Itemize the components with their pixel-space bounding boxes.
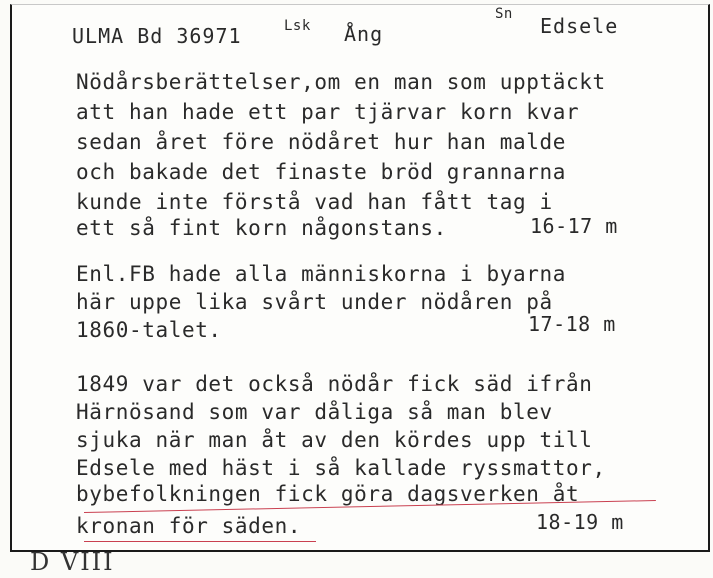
handwritten-mark: D VIII (30, 548, 115, 576)
socken-label: Sn (495, 6, 513, 22)
entry-3-line-2: Härnösand som var dåliga så man blev (76, 400, 553, 424)
entry-1-page-ref: 16-17 m (530, 214, 618, 238)
entry-1-line-3: sedan året före nödåret hur han malde (76, 130, 566, 154)
entry-1-line-2: att han hade ett par tjärvar korn kvar (76, 100, 580, 124)
entry-1-line-5: kunde inte förstå vad han fått tag i (76, 190, 553, 214)
red-underline-2 (84, 541, 316, 542)
entry-2-line-3: 1860-talet. (76, 318, 222, 342)
landskap-value: Ång (344, 22, 384, 46)
entry-3-page-ref: 18-19 m (536, 510, 624, 534)
entry-3-line-3: sjuka när man åt av den kördes upp till (76, 428, 593, 452)
entry-3-line-5: bybefolkningen fick göra dagsverken åt (76, 482, 580, 506)
entry-1-line-4: och bakade det finaste bröd grannarna (76, 160, 566, 184)
entry-2-line-2: här uppe lika svårt under nödåren på (76, 290, 553, 314)
entry-1-line-6: ett så fint korn någonstans. (76, 216, 447, 240)
entry-1-line-1: Nödårsberättelser,om en man som upptäckt (76, 70, 606, 94)
entry-3-line-6: kronan för säden. (76, 514, 302, 538)
entry-3-line-1: 1849 var det också nödår fick säd ifrån (76, 372, 593, 396)
entry-2-page-ref: 17-18 m (528, 312, 616, 336)
socken-value: Edsele (540, 14, 619, 38)
entry-3-line-4: Edsele med häst i så kallade ryssmattor, (76, 456, 606, 480)
landskap-label: Lsk (284, 18, 311, 34)
entry-2-line-1: Enl.FB hade alla människorna i byarna (76, 262, 566, 286)
archive-reference: ULMA Bd 36971 (72, 24, 242, 48)
